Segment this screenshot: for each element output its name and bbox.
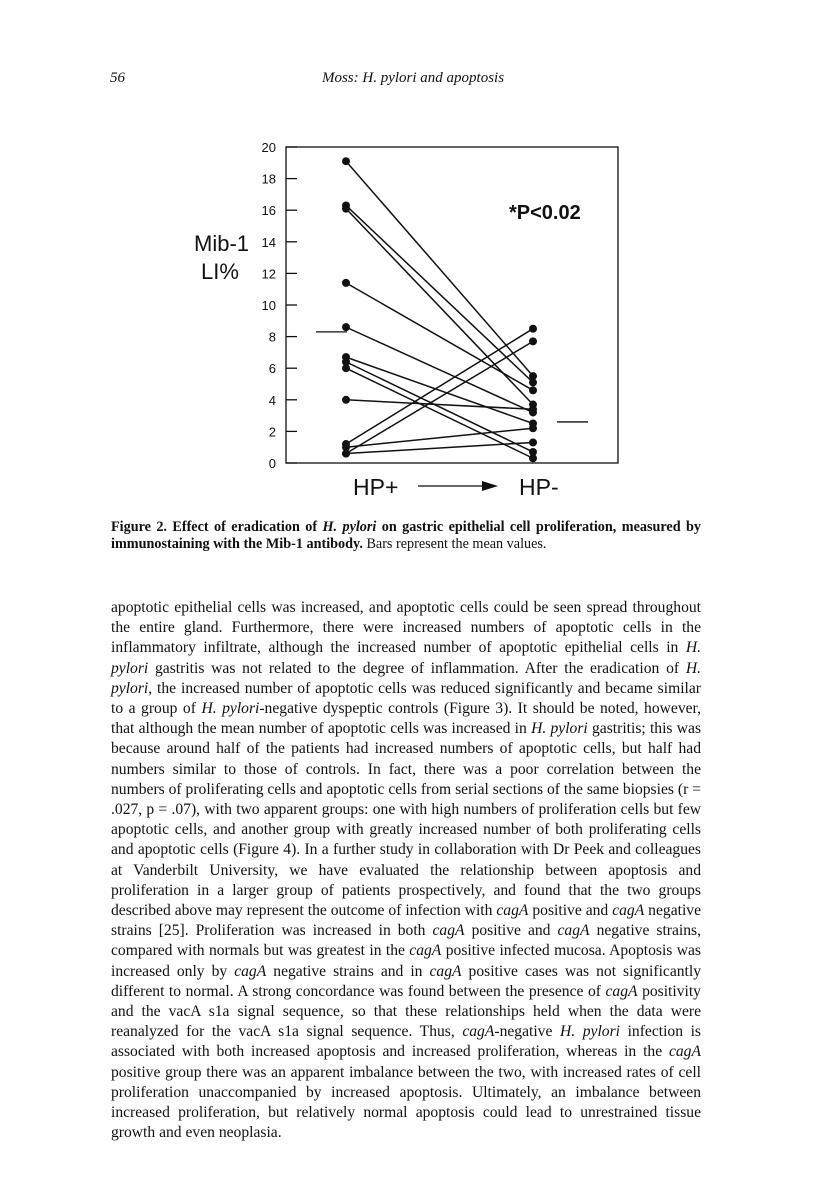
point-before (342, 323, 350, 331)
figure-caption (111, 519, 701, 553)
y-tick-label: 14 (261, 234, 276, 250)
pair-line (346, 205, 533, 382)
point-before (342, 157, 350, 165)
y-tick-label: 12 (261, 266, 276, 282)
y-tick-label: 8 (268, 329, 276, 345)
y-axis-label-line1: Mib-1 (194, 231, 250, 256)
x-label-hp-negative: HP- (519, 474, 559, 500)
y-tick-label: 16 (261, 203, 276, 219)
point-after (529, 378, 537, 386)
point-after (529, 325, 537, 333)
pair-line (346, 161, 533, 376)
point-after (529, 424, 537, 432)
y-tick-label: 20 (261, 140, 276, 155)
point-after (529, 438, 537, 446)
y-tick-label: 18 (261, 171, 276, 187)
pair-line (346, 283, 533, 390)
y-tick-label: 10 (261, 298, 276, 313)
pair-line (346, 341, 533, 453)
y-axis-ticks (262, 140, 297, 471)
arrow-head-icon (482, 481, 498, 491)
running-title: Moss: H. pylori and apoptosis (321, 70, 505, 86)
point-before (342, 279, 350, 287)
point-before (342, 205, 350, 213)
point-after (529, 337, 537, 345)
paired-lines (342, 157, 537, 462)
page-number: 56 (110, 70, 125, 86)
pair-line (346, 400, 533, 409)
y-tick-label: 2 (268, 424, 276, 440)
point-before (342, 450, 350, 458)
point-before (342, 364, 350, 372)
p-value-annotation: *P<0.02 (509, 202, 581, 224)
caption-regular: Bars represent the mean values. (366, 536, 547, 552)
y-tick-label: 6 (268, 361, 276, 377)
body-paragraph: apoptotic epithelial cells was increased, and apoptotic cells could be seen spread throughout the entire gland. Furthermore, there were increased numbers of apoptotic cells in the inflammatory infiltrate, although the increased number of apoptotic epithelial cells in H. pylori gastritis was not related to the degree of inflammation. After the eradication of H. pylori, the increased number of apoptotic cells was reduced significantly and became similar to a group of H. pylori-negative dyspeptic controls (Figure 3). It should be noted, however, that although the mean number of apoptotic cells was increased in H. pylori gastritis; this was because around half of the patients had increased numbers of apoptotic cells, but half had numbers similar to those of controls. In fact, there was a poor correlation between the numbers of proliferating cells and apoptotic cells from serial sections of the same biopsies (r = .027, p = .07), with two apparent groups: one with high numbers of proliferation cells but few apoptotic cells, and another group with greatly increased number of both proliferating cells and apoptotic cells (Figure 4). In a further study in collaboration with Dr Peek and colleagues at Vanderbilt University, we have evaluated the relationship between apoptosis and proliferation in a larger group of patients prospectively, and found that the two groups described above may represent the outcome of infection with cagA positive and cagA negative strains [25]. Proliferation was increased in both cagA positive and cagA negative strains, compared with normals but was greatest in the cagA positive infected mucosa. Apoptosis was increased only by cagA negative strains and in cagA positive cases was not significantly different to normal. A strong concordance was found between the presence of cagA positivity and the vacA s1a signal sequence, so that these relationships held when the data were reanalyzed for the vacA s1a signal sequence. Thus, cagA-negative H. pylori infection is associated with both increased apoptosis and increased proliferation, whereas in the cagA positive group there was an apparent imbalance between the two, with increased rates of cell proliferation unaccompanied by increased apoptosis. Ultimately, an imbalance between increased proliferation, but relatively normal apoptosis could lead to unrestrained tissue growth and even neoplasia. (111, 599, 702, 1142)
x-label-hp-positive: HP+ (353, 474, 399, 500)
y-tick-label: 0 (268, 456, 276, 471)
pair-line (346, 329, 533, 444)
point-after (529, 405, 537, 413)
y-axis-label-line2: LI% (201, 259, 239, 284)
point-before (342, 396, 350, 404)
y-tick-label: 4 (268, 392, 276, 408)
pair-line (346, 327, 533, 412)
caption-bold: Figure 2. Effect of eradication of H. pylori on gastric epithelial cell proliferation, measured by immunostaining with the Mib-1 antibody. (111, 519, 702, 552)
mib1-chart (0, 0, 816, 510)
point-after (529, 386, 537, 394)
point-after (529, 454, 537, 462)
